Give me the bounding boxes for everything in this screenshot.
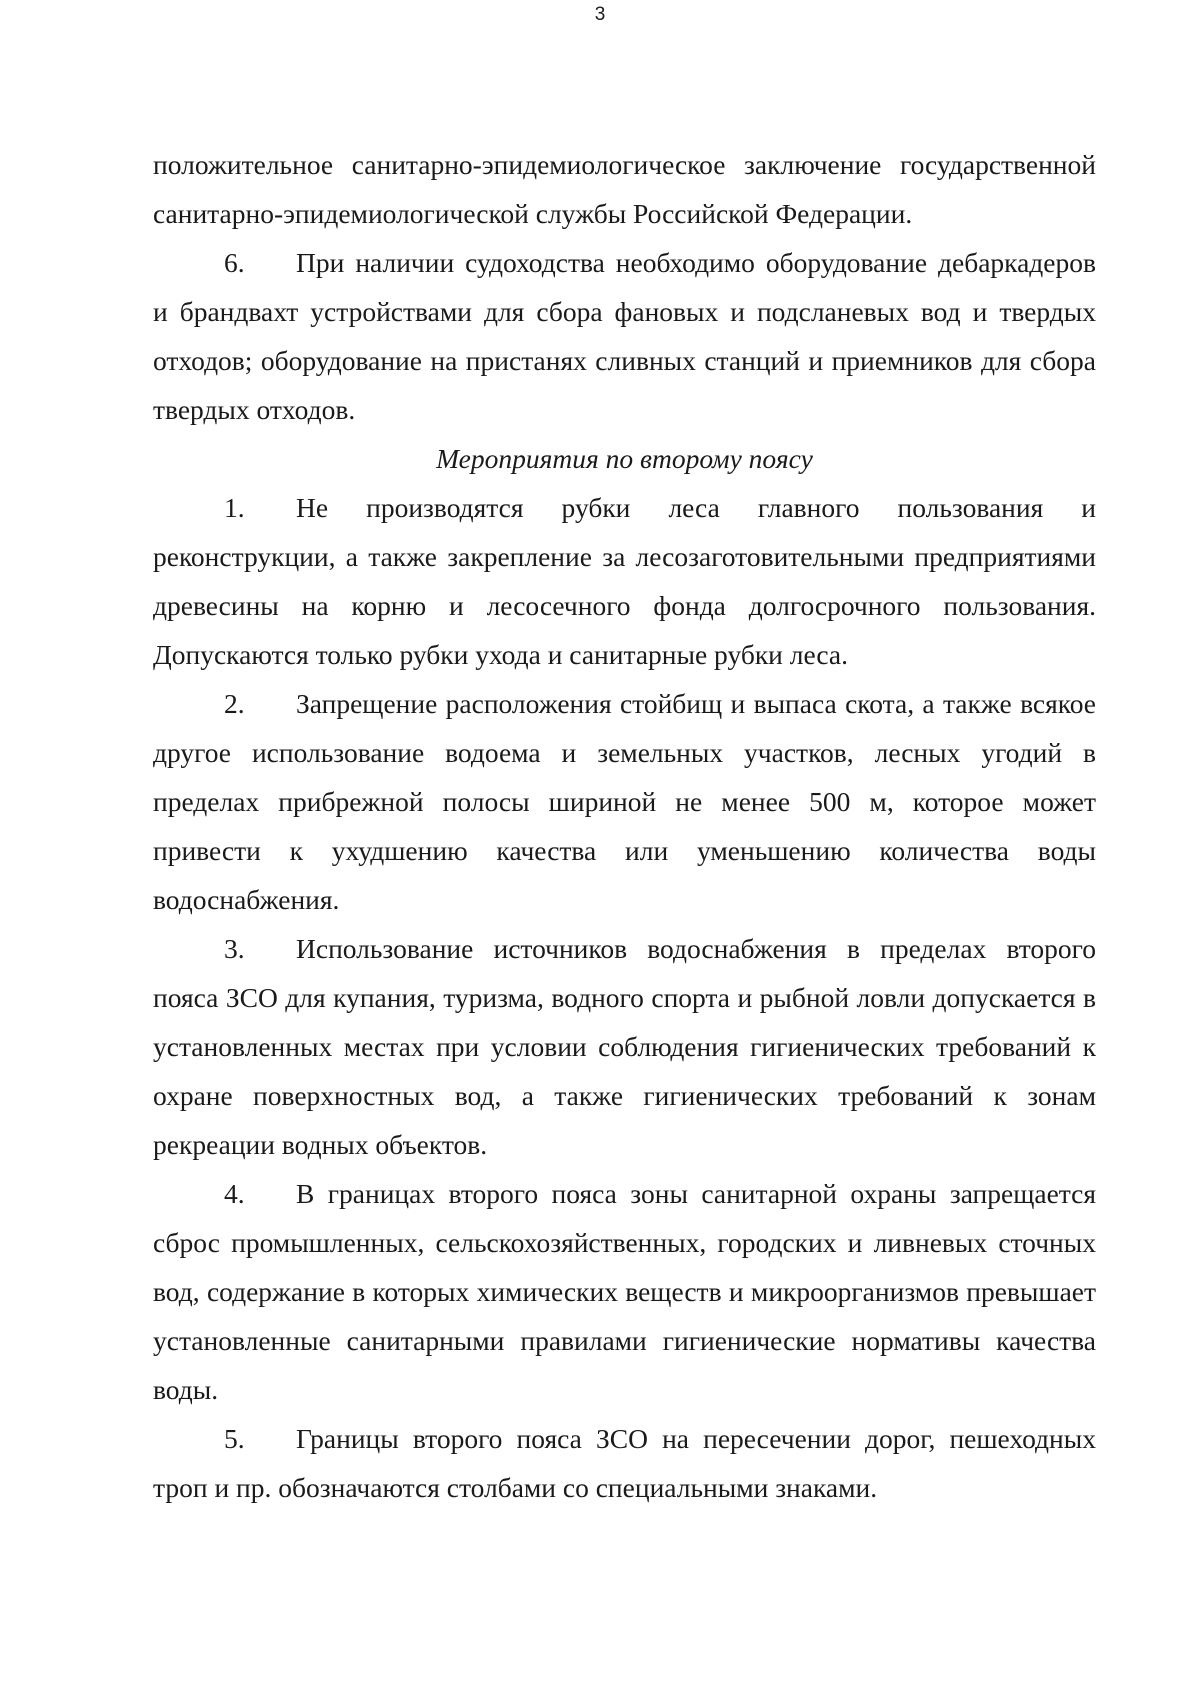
item-number: 1. [224, 492, 245, 523]
item-text: Использование источников водоснабжения в пределах второго пояса ЗСО для купания, туризма, водного спорта и рыбной ловли допускается в установленных местах при условии соблюдения гигиенических требований к охране поверхностных вод, а также гигиенических требований к зонам рекреации водных объектов. [153, 933, 1096, 1160]
item-text: Запрещение расположения стойбищ и выпаса скота, а также всякое другое использование водоема и земельных участков, лесных угодий в пределах прибрежной полосы шириной не менее 500 м, которое может привести к ухудшению качества или уменьшению количества воды водоснабжения. [153, 688, 1096, 915]
item-number: 2. [224, 688, 245, 719]
section-item-5 [153, 1414, 1096, 1512]
document-body [153, 140, 1096, 1512]
item-number: 6. [224, 247, 245, 278]
item-text: При наличии судоходства необходимо оборудование дебаркадеров и брандвахт устройствами для сбора фановых и подсланевых вод и твердых отходов; оборудование на пристанях сливных станций и приемников для сбора твердых отходов. [153, 247, 1096, 425]
item-text: Границы второго пояса ЗСО на пересечении дорог, пешеходных троп и пр. обозначаются столбами со специальными знаками. [153, 1423, 1096, 1503]
item-number: 4. [224, 1178, 245, 1209]
section-item-1 [153, 483, 1096, 679]
section-item-3 [153, 924, 1096, 1169]
item-number: 3. [224, 933, 245, 964]
paragraph-continuation: положительное санитарно-эпидемиологическое заключение государственной санитарно-эпидемиологической службы Российской Федерации. [153, 149, 1096, 229]
section-item-2 [153, 679, 1096, 924]
section-item-4 [153, 1169, 1096, 1414]
item-number: 5. [224, 1423, 245, 1454]
section-heading: Мероприятия по второму поясу [436, 443, 813, 474]
page-number: 3 [594, 4, 606, 25]
item-text: В границах второго пояса зоны санитарной охраны запрещается сброс промышленных, сельскохозяйственных, городских и ливневых сточных вод, содержание в которых химических веществ и микроорганизмов превышает установленные санитарными правилами гигиенические нормативы качества воды. [153, 1178, 1096, 1405]
paragraph-item-6 [153, 238, 1096, 434]
item-text: Не производятся рубки леса главного пользования и реконструкции, а также закрепление за лесозаготовительными предприятиями древесины на корню и лесосечного фонда долгосрочного пользования. Допускаются только рубки ухода и санитарные рубки леса. [153, 492, 1096, 670]
